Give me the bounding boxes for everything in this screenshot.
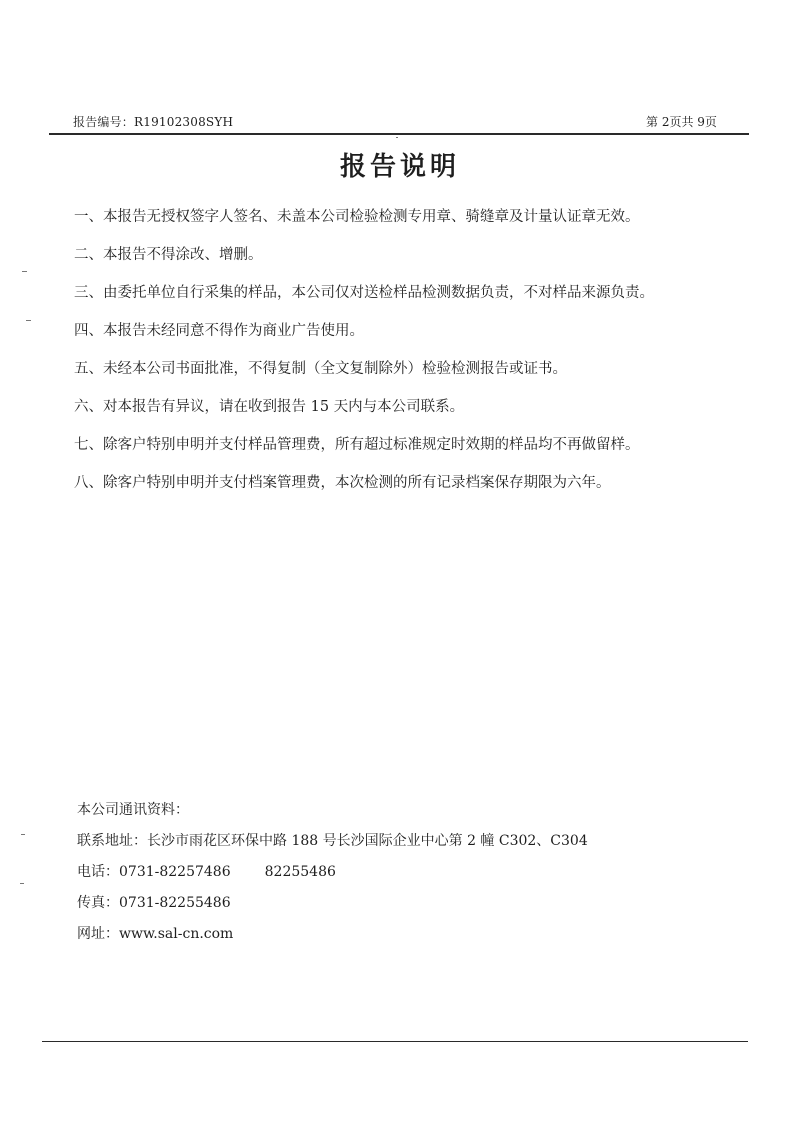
contact-address: 联系地址：长沙市雨花区环保中路 188 号长沙国际企业中心第 2 幢 C302、C304 (77, 833, 588, 849)
scan-mark (21, 834, 25, 835)
note-item: 七、除客户特别申明并支付样品管理费，所有超过标准规定时效期的样品均不再做留样。 (74, 437, 640, 453)
contact-heading: 本公司通讯资料： (77, 802, 189, 818)
footer-divider (42, 1041, 748, 1042)
notes-list (74, 204, 754, 508)
note-item: 五、未经本公司书面批准，不得复制（全文复制除外）检验检测报告或证书。 (74, 361, 567, 377)
report-number-value: R19102308SYH (134, 115, 234, 129)
page-info: 第 2页共 9页 (646, 115, 717, 129)
note-item: 四、本报告未经同意不得作为商业广告使用。 (74, 323, 364, 339)
contact-website: 网址：www.sal-cn.com (77, 926, 234, 942)
phone-label: 电话： (77, 864, 119, 880)
scan-mark (26, 320, 31, 321)
report-number (73, 113, 233, 130)
contact-phone (77, 860, 757, 891)
contact-fax: 传真：0731-82255486 (77, 895, 231, 911)
scan-mark (396, 137, 398, 138)
phone-number-2: 82255486 (264, 864, 336, 880)
contact-info (77, 798, 757, 953)
note-item: 一、本报告无授权签字人签名、未盖本公司检验检测专用章、骑缝章及计量认证章无效。 (74, 209, 640, 225)
scan-mark (20, 883, 24, 884)
note-item: 八、除客户特别申明并支付档案管理费，本次检测的所有记录档案保存期限为六年。 (74, 475, 611, 491)
header-divider (49, 133, 749, 135)
scan-mark (22, 271, 27, 272)
phone-number-1: 0731-82257486 (119, 864, 231, 880)
page-title: 报告说明 (339, 152, 460, 182)
note-item: 六、对本报告有异议，请在收到报告 15 天内与本公司联系。 (74, 399, 465, 415)
report-number-label: 报告编号： (73, 115, 135, 129)
note-item: 三、由委托单位自行采集的样品，本公司仅对送检样品检测数据负责，不对样品来源负责。 (74, 285, 654, 301)
note-item: 二、本报告不得涂改、增删。 (74, 247, 263, 263)
